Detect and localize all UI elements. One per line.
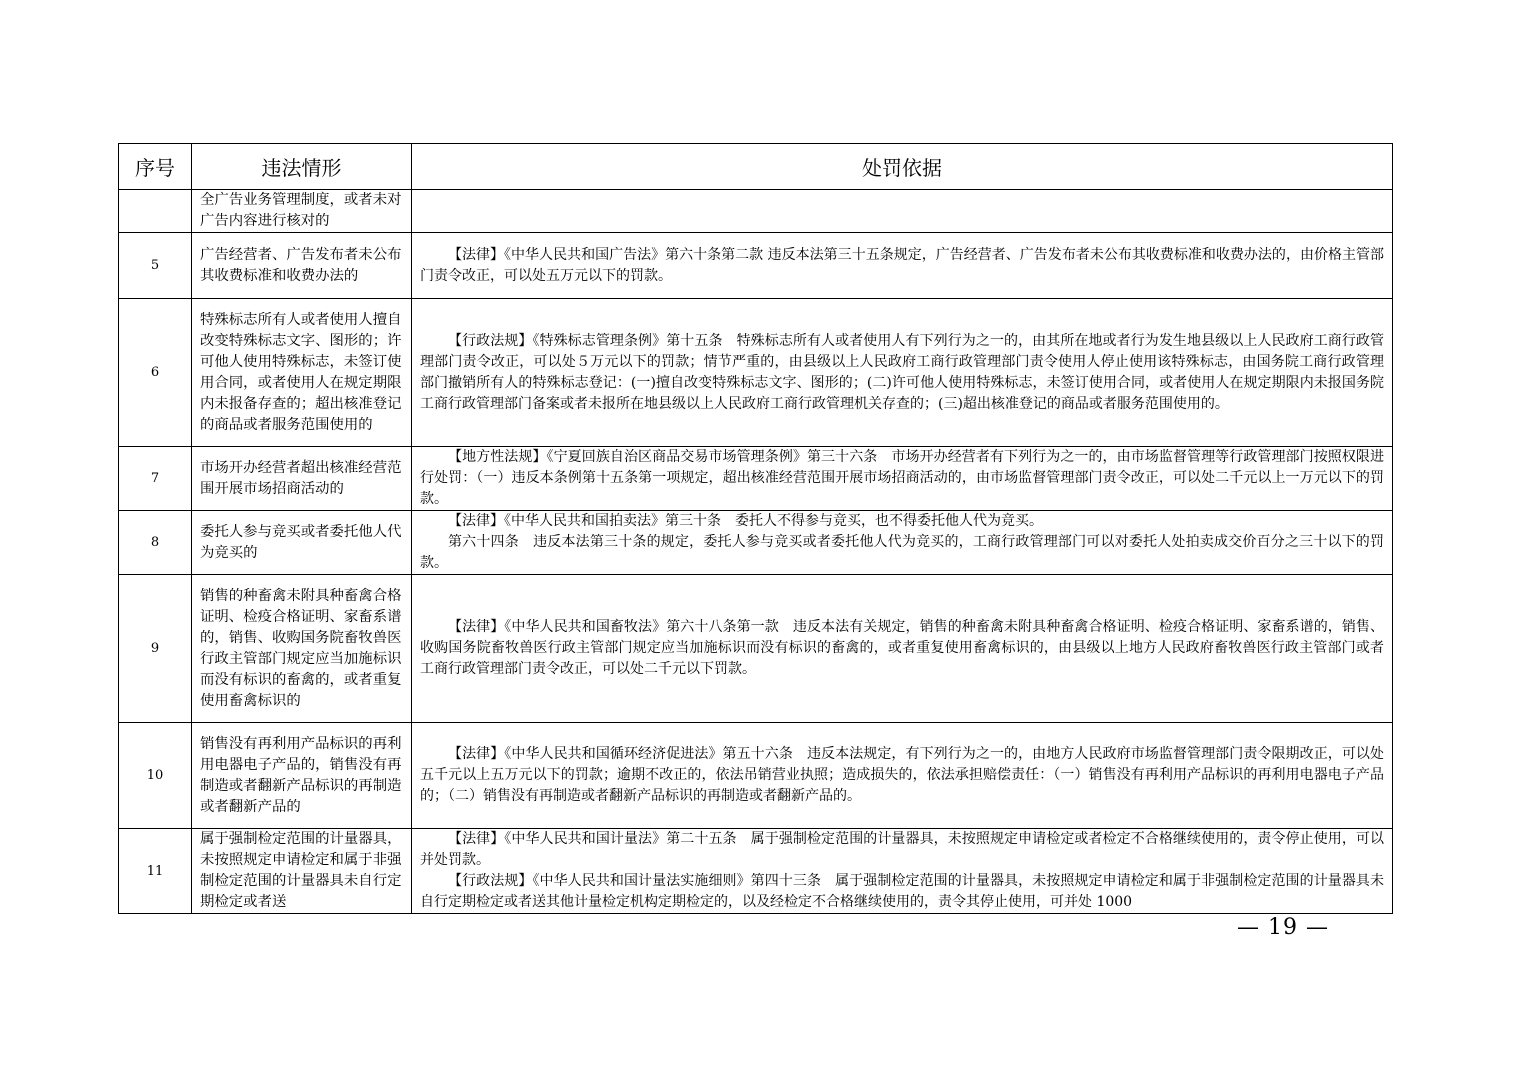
row-penalty-basis xyxy=(412,299,1393,447)
row-violation-text: 委托人参与竞买或者委托他人代为竞买的 xyxy=(192,511,412,575)
row-serial-number: 7 xyxy=(119,447,192,511)
table-row xyxy=(119,190,1393,233)
row-penalty-basis xyxy=(412,575,1393,723)
row-penalty-basis xyxy=(412,723,1393,829)
table-row xyxy=(119,829,1393,914)
row-serial-number: 8 xyxy=(119,511,192,575)
row-serial-number: 10 xyxy=(119,723,192,829)
basis-paragraph: 【法律】《中华人民共和国循环经济促进法》第五十六条 违反本法规定，有下列行为之一的，由地方人民政府市场监督管理部门责令限期改正，可以处五千元以上五万元以下的罚款；逾期不改正的，依法吊销营业执照；造成损失的，依法承担赔偿责任：（一）销售没有再利用产品标识的再利用电器电子产品的；（二）销售没有再制造或者翻新产品标识的再制造或者翻新产品的。 xyxy=(420,746,1384,804)
page-number: — 19 — xyxy=(1237,915,1329,940)
header-violation: 违法情形 xyxy=(192,144,412,190)
header-penalty-basis: 处罚依据 xyxy=(412,144,1393,190)
basis-paragraph: 【法律】《中华人民共和国拍卖法》第三十条 委托人不得参与竞买，也不得委托他人代为竞买。 xyxy=(448,513,1043,529)
row-penalty-basis xyxy=(412,511,1393,575)
table-body xyxy=(119,190,1393,914)
table-row xyxy=(119,233,1393,299)
row-violation-text: 销售没有再利用产品标识的再利用电器电子产品的，销售没有再制造或者翻新产品标识的再制造或者翻新产品的 xyxy=(192,723,412,829)
table-row xyxy=(119,447,1393,511)
header-serial-number: 序号 xyxy=(119,144,192,190)
basis-paragraph: 【法律】《中华人民共和国畜牧法》第六十八条第一款 违反本法有关规定，销售的种畜禽未附具种畜禽合格证明、检疫合格证明、家畜系谱的，销售、收购国务院畜牧兽医行政主管部门规定应当加施标识而没有标识的畜禽的，或者重复使用畜禽标识的，由县级以上地方人民政府畜牧兽医行政主管部门或者工商行政管理部门责令改正，可以处二千元以下罚款。 xyxy=(420,619,1384,677)
row-violation-text: 销售的种畜禽未附具种畜禽合格证明、检疫合格证明、家畜系谱的，销售、收购国务院畜牧兽医行政主管部门规定应当加施标识而没有标识的畜禽的，或者重复使用畜禽标识的 xyxy=(192,575,412,723)
basis-paragraph: 【行政法规】《中华人民共和国计量法实施细则》第四十三条 属于强制检定范围的计量器具，未按照规定申请检定和属于非强制检定范围的计量器具未自行定期检定或者送其他计量检定机构定期检定的，以及经检定不合格继续使用的，责令其停止使用，可并处 1000 xyxy=(420,873,1384,910)
table-row xyxy=(119,511,1393,575)
table-header-row xyxy=(119,144,1393,190)
table-row xyxy=(119,723,1393,829)
table-row xyxy=(119,575,1393,723)
row-violation-text: 特殊标志所有人或者使用人擅自改变特殊标志文字、图形的；许可他人使用特殊标志，未签订使用合同，或者使用人在规定期限内未报备存查的；超出核准登记的商品或者服务范围使用的 xyxy=(192,299,412,447)
row-penalty-basis xyxy=(412,829,1393,914)
row-violation-text: 广告经营者、广告发布者未公布其收费标准和收费办法的 xyxy=(192,233,412,299)
row-serial-number: 6 xyxy=(119,299,192,447)
basis-paragraph: 【行政法规】《特殊标志管理条例》第十五条 特殊标志所有人或者使用人有下列行为之一的，由其所在地或者行为发生地县级以上人民政府工商行政管理部门责令改正，可以处５万元以下的罚款；情节严重的，由县级以上人民政府工商行政管理部门责令使用人停止使用该特殊标志，由国务院工商行政管理部门撤销所有人的特殊标志登记：(一)擅自改变特殊标志文字、图形的；(二)许可他人使用特殊标志，未签订使用合同，或者使用人在规定期限内未报国务院工商行政管理部门备案或者未报所在地县级以上人民政府工商行政管理机关存查的；(三)超出核准登记的商品或者服务范围使用的。 xyxy=(420,332,1384,412)
row-serial-number: 9 xyxy=(119,575,192,723)
row-serial-number xyxy=(119,190,192,233)
row-penalty-basis xyxy=(412,190,1393,233)
basis-paragraph: 第六十四条 违反本法第三十条的规定，委托人参与竞买或者委托他人代为竞买的，工商行政管理部门可以对委托人处拍卖成交价百分之三十以下的罚款。 xyxy=(420,534,1384,571)
basis-paragraph: 【法律】《中华人民共和国计量法》第二十五条 属于强制检定范围的计量器具，未按照规定申请检定或者检定不合格继续使用的，责令停止使用，可以并处罚款。 xyxy=(420,831,1384,868)
penalty-table xyxy=(118,143,1393,914)
basis-paragraph: 【法律】《中华人民共和国广告法》第六十条第二款 违反本法第三十五条规定，广告经营者、广告发布者未公布其收费标准和收费办法的，由价格主管部门责令改正，可以处五万元以下的罚款。 xyxy=(420,246,1384,284)
row-penalty-basis xyxy=(412,447,1393,511)
row-violation-text: 市场开办经营者超出核准经营范围开展市场招商活动的 xyxy=(192,447,412,511)
row-violation-text: 全广告业务管理制度，或者未对广告内容进行核对的 xyxy=(192,190,412,233)
basis-paragraph: 【地方性法规】《宁夏回族自治区商品交易市场管理条例》第三十六条 市场开办经营者有下列行为之一的，由市场监督管理等行政管理部门按照权限进行处罚：（一）违反本条例第十五条第一项规定，超出核准经营范围开展市场招商活动的，由市场监督管理部门责令改正，可以处二千元以上一万元以下的罚款。 xyxy=(420,449,1384,507)
row-serial-number: 11 xyxy=(119,829,192,914)
table-row xyxy=(119,299,1393,447)
row-serial-number: 5 xyxy=(119,233,192,299)
row-penalty-basis xyxy=(412,233,1393,299)
row-violation-text: 属于强制检定范围的计量器具，未按照规定申请检定和属于非强制检定范围的计量器具未自行定期检定或者送 xyxy=(192,829,412,914)
